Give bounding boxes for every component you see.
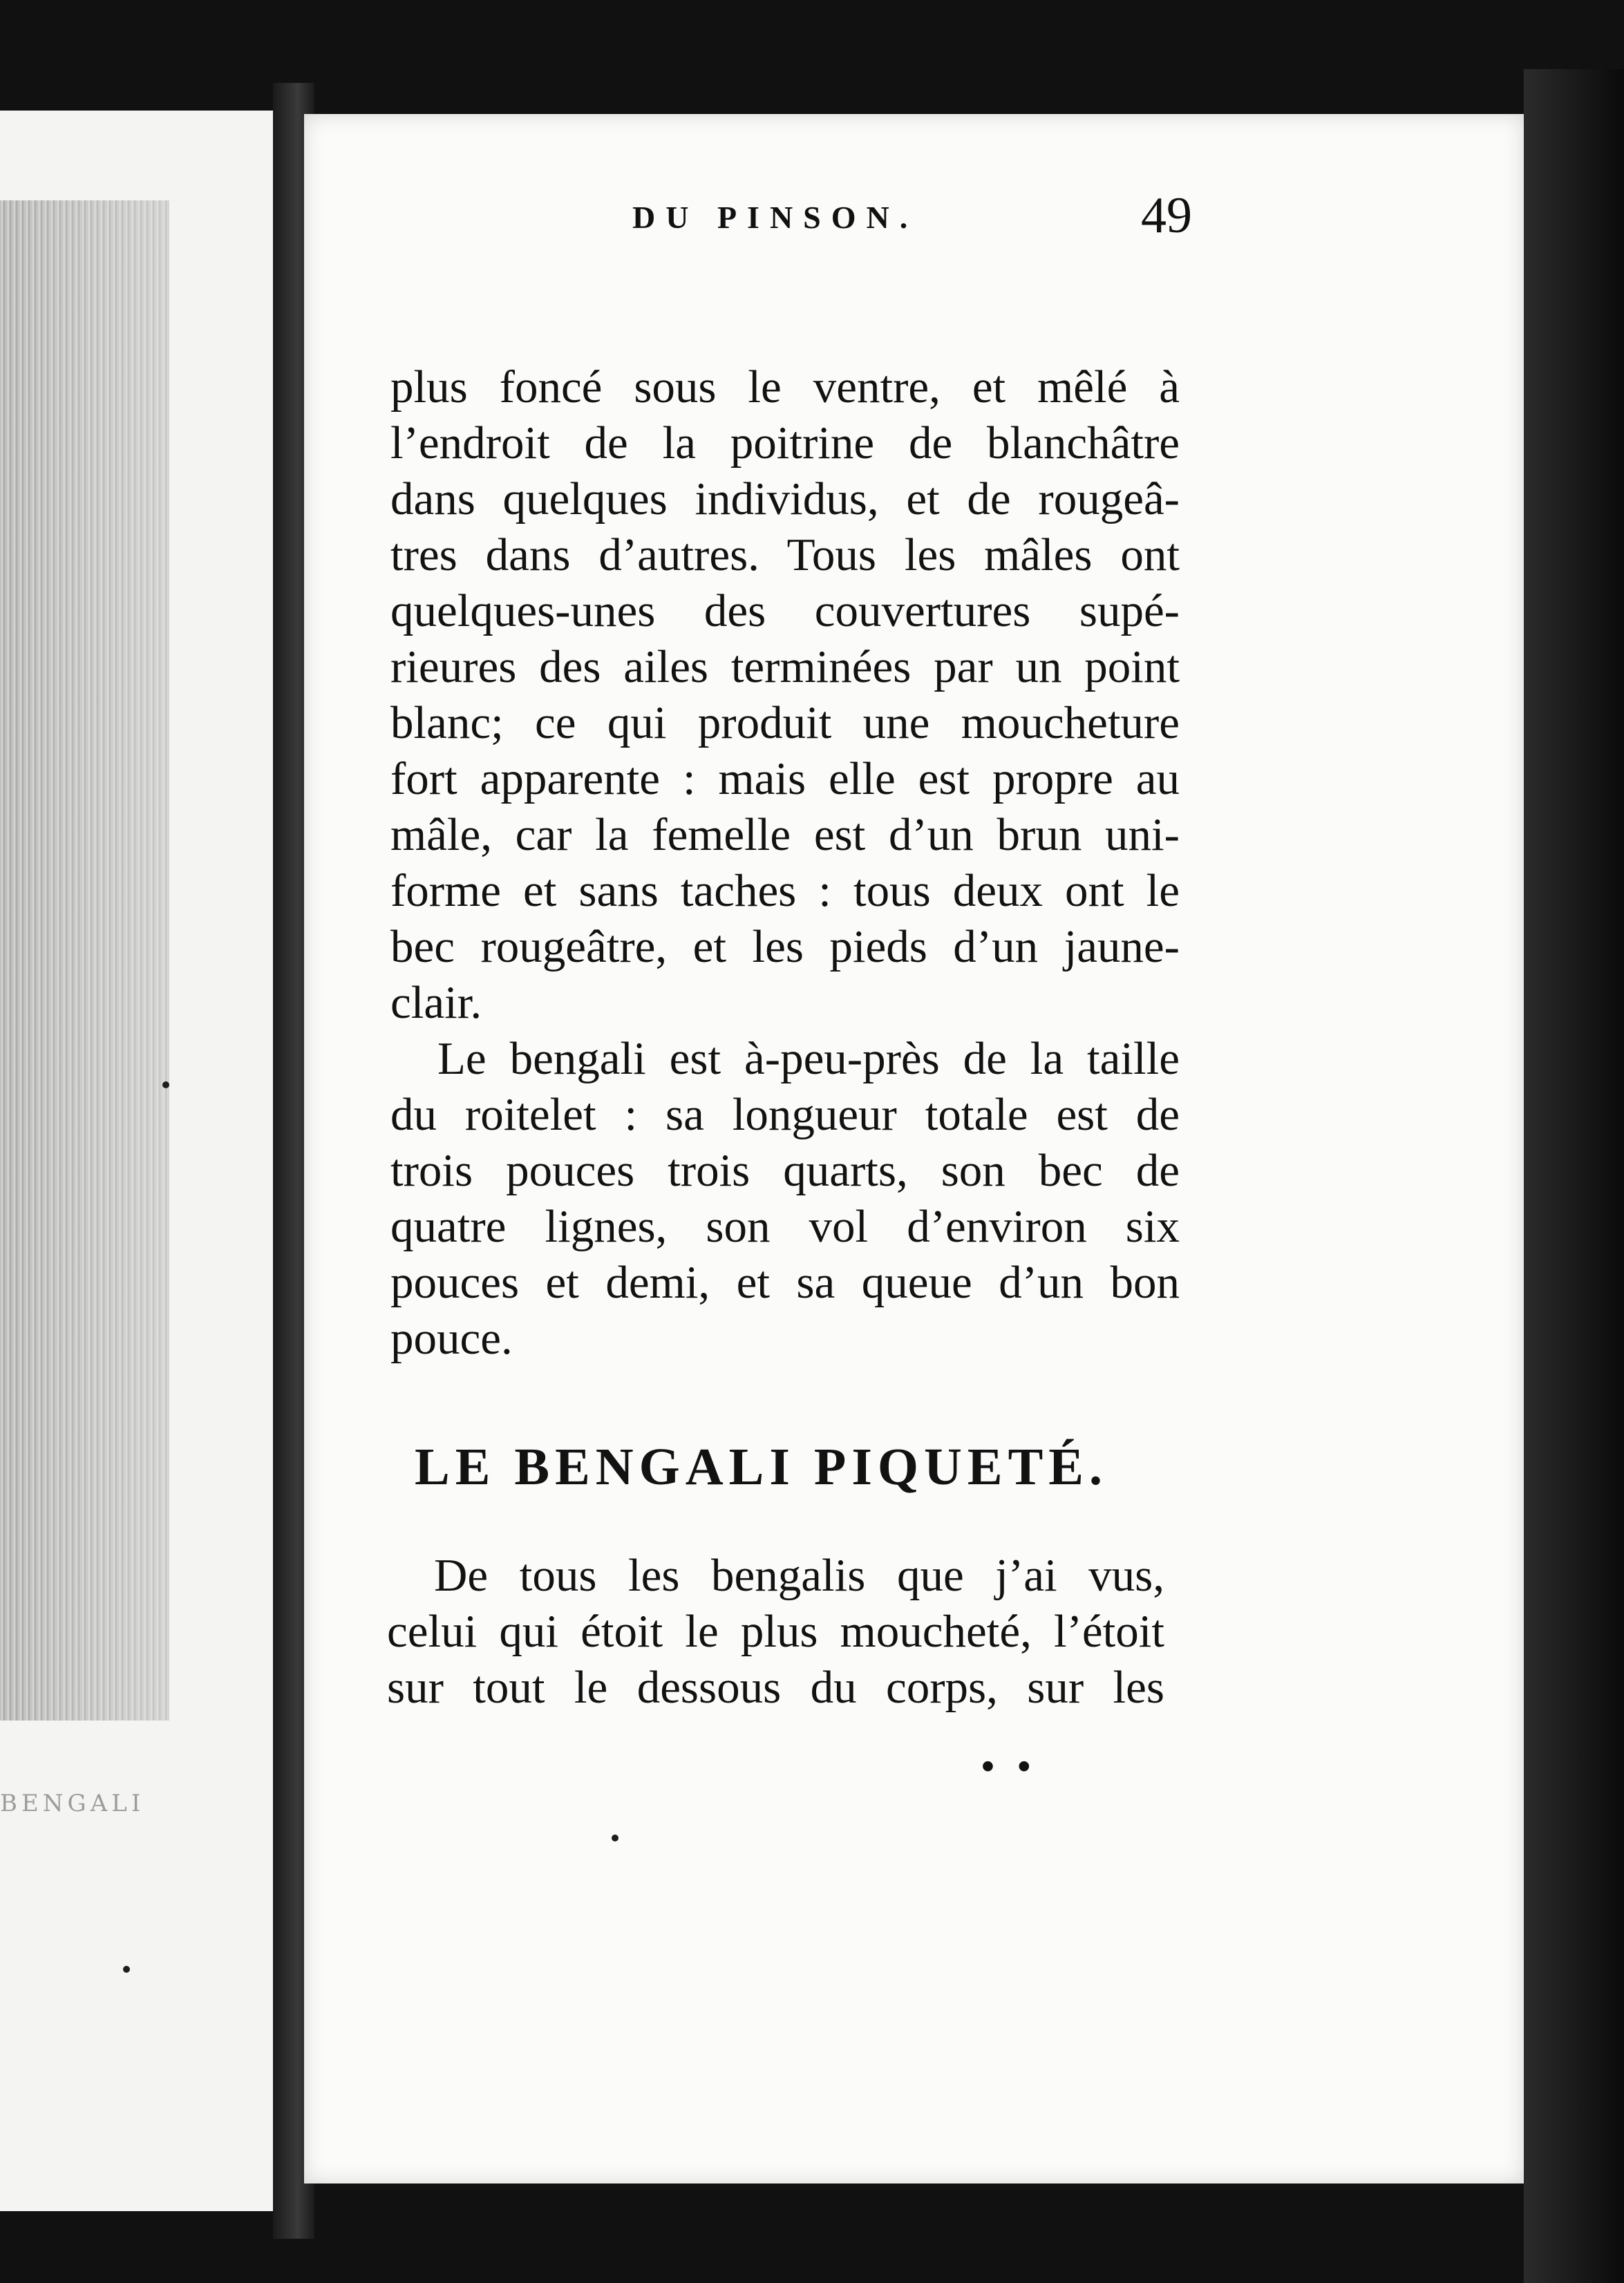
- text-line: Le bengali est à-peu-près de la taille: [437, 1033, 1180, 1084]
- text-line: blanc; ce qui produit une moucheture: [390, 697, 1180, 748]
- text-line: forme et sans taches : tous deux ont le: [390, 865, 1180, 916]
- text-line: sur tout le dessous du corps, sur les: [387, 1662, 1164, 1713]
- plate-shading: [0, 200, 169, 1721]
- ink-speck: [162, 1081, 169, 1088]
- page-number: 49: [1141, 187, 1192, 244]
- text-line: tres dans d’autres. Tous les mâles ont: [390, 529, 1180, 580]
- text-line: pouce.: [390, 1313, 513, 1364]
- ink-speck: [123, 1966, 130, 1973]
- text-line: quelques-unes des couvertures supé-: [390, 585, 1180, 636]
- body-text: [390, 359, 1180, 1367]
- catchword-dots: • •: [981, 1745, 1038, 1787]
- text-line: clair.: [390, 977, 482, 1028]
- text-line: du roitelet : sa longueur totale est de: [390, 1089, 1180, 1140]
- text-line: bec rougeâtre, et les pieds d’un jaune-: [390, 921, 1180, 972]
- text-line: De tous les bengalis que j’ai vus,: [434, 1550, 1164, 1601]
- text-line: mâle, car la femelle est d’un brun uni-: [390, 809, 1180, 860]
- text-line: l’endroit de la poitrine de blanchâtre: [390, 417, 1180, 468]
- page-header: [335, 187, 1192, 256]
- text-line: plus foncé sous le ventre, et mêlé à: [390, 361, 1180, 413]
- text-line: celui qui étoit le plus moucheté, l’étoit: [387, 1606, 1164, 1657]
- section-title: LE BENGALI PIQUETÉ.: [415, 1438, 1108, 1496]
- text-line: dans quelques individus, et de rougeâ-: [390, 473, 1180, 524]
- page-edge-shadow: [1524, 69, 1624, 2283]
- section-body-text: [387, 1548, 1164, 1716]
- text-line: quatre lignes, son vol d’environ six: [390, 1201, 1180, 1252]
- text-line: fort apparente : mais elle est propre au: [390, 753, 1180, 804]
- text-line: rieures des ailes terminées par un point: [390, 641, 1180, 692]
- running-head: DU PINSON.: [632, 200, 918, 235]
- text-line: pouces et demi, et sa queue d’un bon: [390, 1257, 1180, 1308]
- ink-speck: [612, 1835, 619, 1841]
- plate-caption: BENGALI: [0, 1790, 145, 1817]
- text-line: trois pouces trois quarts, son bec de: [390, 1145, 1180, 1196]
